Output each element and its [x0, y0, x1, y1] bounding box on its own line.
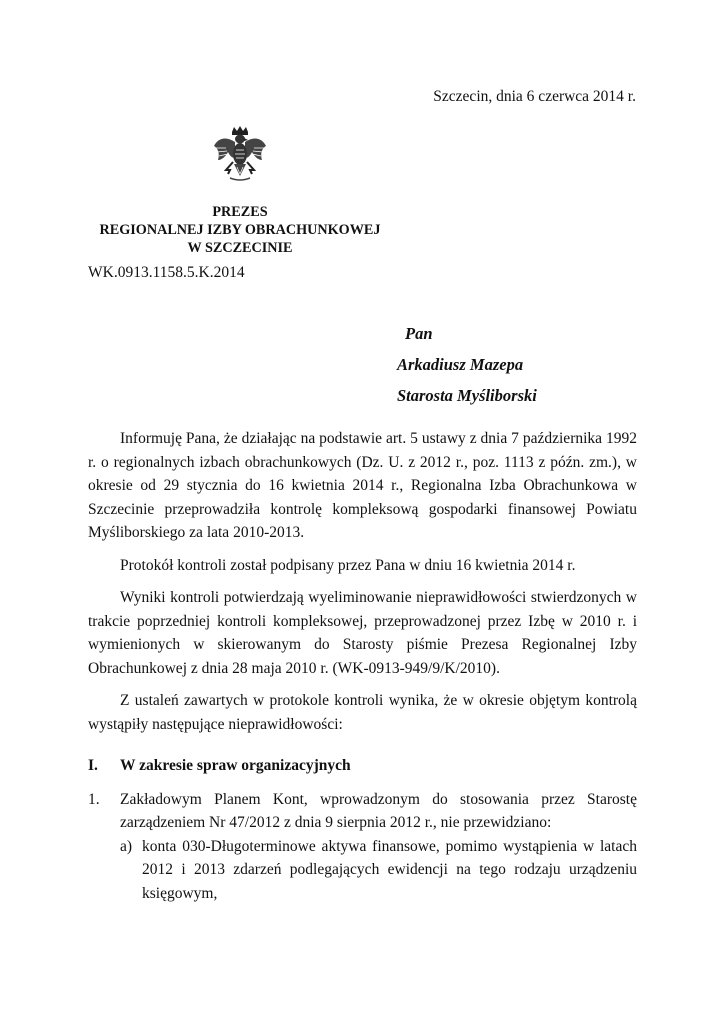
reference-number: WK.0913.1158.5.K.2014	[88, 264, 245, 281]
section-number: I.	[88, 757, 98, 774]
letter-body	[88, 427, 637, 905]
body-paragraph: Informuję Pana, że działając na podstawie art. 5 ustawy z dnia 7 października 1992 r. o regionalnych izbach obrachunkowych (Dz. U. z 2012 r., poz. 1113 z późn. zm.), w okresie od 29 stycznia do 16 kwietnia 2014 r., Regionalna Izba Obrachunkowa w Szczecinie przeprowadziła kontrolę kompleksową gospodarki finansowej Powiatu Myśliborskiego za lata 2010-2013.	[88, 430, 637, 541]
sublist-item	[120, 835, 637, 906]
section-heading	[88, 754, 637, 778]
list-item-text: Zakładowym Planem Kont, wprowadzonym do stosowania przez Starostę zarządzeniem Nr 47/2012 z dnia 9 sierpnia 2012 r., nie przewidziano:	[120, 790, 637, 831]
sublist-item-letter: a)	[120, 837, 133, 855]
addressee-block	[397, 318, 537, 411]
addressee-salutation: Pan	[405, 324, 433, 343]
date-line: Szczecin, dnia 6 czerwca 2014 r.	[433, 88, 636, 105]
addressee-title: Starosta Myśliborski	[397, 386, 537, 405]
body-paragraph: Z ustaleń zawartych w protokole kontroli wynika, że w okresie objętym kontrolą wystąpiły następujące nieprawidłowości:	[88, 692, 637, 733]
office-line: PREZES	[212, 204, 268, 220]
section-title: W zakresie spraw organizacyjnych	[120, 757, 351, 774]
office-line: W SZCZECINIE	[187, 240, 293, 256]
body-paragraph: Protokół kontroli został podpisany przez Pana w dniu 16 kwietnia 2014 r.	[120, 556, 576, 574]
issuing-office	[60, 203, 420, 257]
polish-eagle-emblem-icon	[212, 126, 268, 184]
sublist-item-text: konta 030-Długoterminowe aktywa finansowe, pomimo wystąpienia w latach 2012 i 2013 zdarzeń podlegających ewidencji na tego rodzaju urządzeniu księgowym,	[142, 837, 637, 902]
list-item-number: 1.	[88, 790, 100, 808]
body-paragraph: Wyniki kontroli potwierdzają wyeliminowanie nieprawidłowości stwierdzonych w trakcie poprzedniej kontroli kompleksowej, przeprowadzonej przez Izbę w 2010 r. i wymienionych w skierowanym do Starosty piśmie Prezesa Regionalnej Izby Obrachunkowej z dnia 28 maja 2010 r. (WK-0913-949/9/K/2010).	[88, 589, 637, 677]
list-item	[88, 788, 637, 835]
addressee-name: Arkadiusz Mazepa	[397, 355, 524, 374]
office-line: REGIONALNEJ IZBY OBRACHUNKOWEJ	[99, 222, 381, 238]
